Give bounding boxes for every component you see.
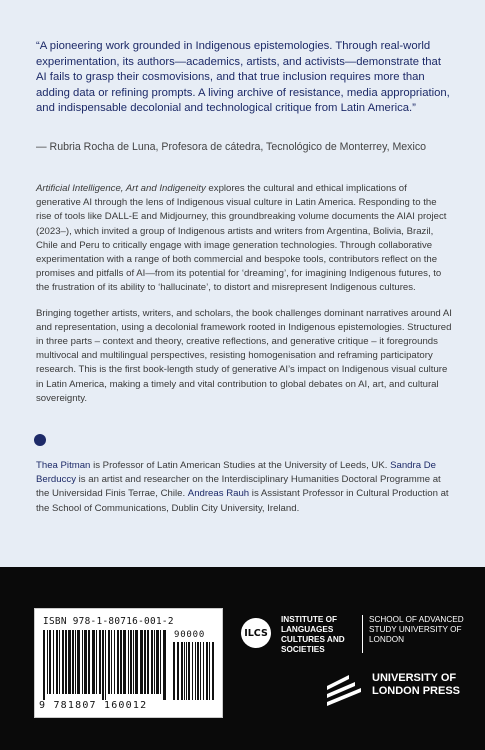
barcode-panel bbox=[34, 608, 223, 718]
logo-divider bbox=[362, 615, 363, 653]
back-cover-footer bbox=[0, 567, 485, 750]
description-paragraph-1 bbox=[36, 182, 454, 296]
author-name-rauh: Andreas Rauh bbox=[187, 488, 250, 500]
author-bios bbox=[36, 459, 454, 516]
author-bio-rauh: is Assistant Professor in Cultural Production at the School of Communications, Dublin City University, Ireland. bbox=[36, 488, 449, 514]
book-title: Artificial Intelligence, Art and Indigeneity bbox=[36, 183, 206, 194]
sas-name: SCHOOL OF ADVANCED STUDY UNIVERSITY OF LONDON bbox=[369, 615, 464, 644]
isbn-label: ISBN 978-1-80716-001-2 bbox=[43, 616, 174, 627]
author-bio-pitman: is Professor of Latin American Studies at the University of Leeds, UK. bbox=[90, 460, 391, 471]
barcode-addon-digits: 90000 bbox=[174, 630, 206, 640]
description-paragraph-2: Bringing together artists, writers, and scholars, the book challenges dominant narratives around AI and representation, using a decolonial framework rooted in Indigenous epistemologies. Structured in three parts – context and theory, creative reflections, and generative critique – it foregrounds multivocal and multilingual perspectives, resisting homogenisation and reframing participatory research. This is the first book-length study of generative AI’s impact on Indigenous visual culture in Latin America, making a timely and vital contribution to global debates on AI, art, and cultural sovereignty. bbox=[36, 307, 452, 404]
ilcs-abbr: ILCS bbox=[244, 627, 268, 639]
description-text-1: explores the cultural and ethical implications of generative AI through the lens of Indigenous visual culture in Latin America. Responding to the rise of tools like DALL-E and Midjourney, this groundbreaking volume documents the AIAI project (2023–), which invited a group of Indigenous artists and writers from Argentina, Bolivia, Brazil, Chile and Peru to critically engage with image generation technologies. Through collaborative experimentation with a range of both commercial and bespoke tools, contributors reflect on the promises and pitfalls of AI—from its potential for ‘dreaming’, for imagining Indigenous futures, to the frustration of its ability to ‘hallucinate’, to distort and misrepresent Indigenous cultures. bbox=[36, 183, 447, 294]
press-name: UNIVERSITY OF LONDON PRESS bbox=[372, 672, 461, 697]
endorsement-quote: “A pioneering work grounded in Indigenous epistemologies. Through real-world experimentation, its authors—academics, artists, and activists—demonstrate that AI fails to grasp their cosmovisions, and that true inclusion requires more than adding data or refining prompts. A living archive of resistance, media appropriation, and indispensable decolonial and technological critique from Latin America.” bbox=[36, 40, 450, 115]
section-dot bbox=[34, 434, 46, 446]
ilcs-name: INSTITUTE OF LANGUAGES CULTURES AND SOCIETIES bbox=[281, 615, 345, 654]
barcode-ean-digits: 9 781807 160012 bbox=[39, 700, 148, 711]
press-logo-icon bbox=[325, 672, 365, 708]
ilcs-logo-icon bbox=[241, 618, 271, 648]
author-name-pitman: Thea Pitman bbox=[36, 460, 91, 471]
author-name-berduccy: Sandra De Berduccy bbox=[36, 460, 436, 486]
book-description bbox=[36, 182, 454, 417]
endorsement-attribution: — Rubria Rocha de Luna, Profesora de cátedra, Tecnológico de Monterrey, Mexico bbox=[36, 141, 427, 153]
author-bio-berduccy: is an artist and researcher on the Interdisciplinary Humanities Doctoral Programme at the Universidad Finis Terrae, Chile. bbox=[36, 474, 441, 500]
barcode-image bbox=[43, 630, 215, 702]
